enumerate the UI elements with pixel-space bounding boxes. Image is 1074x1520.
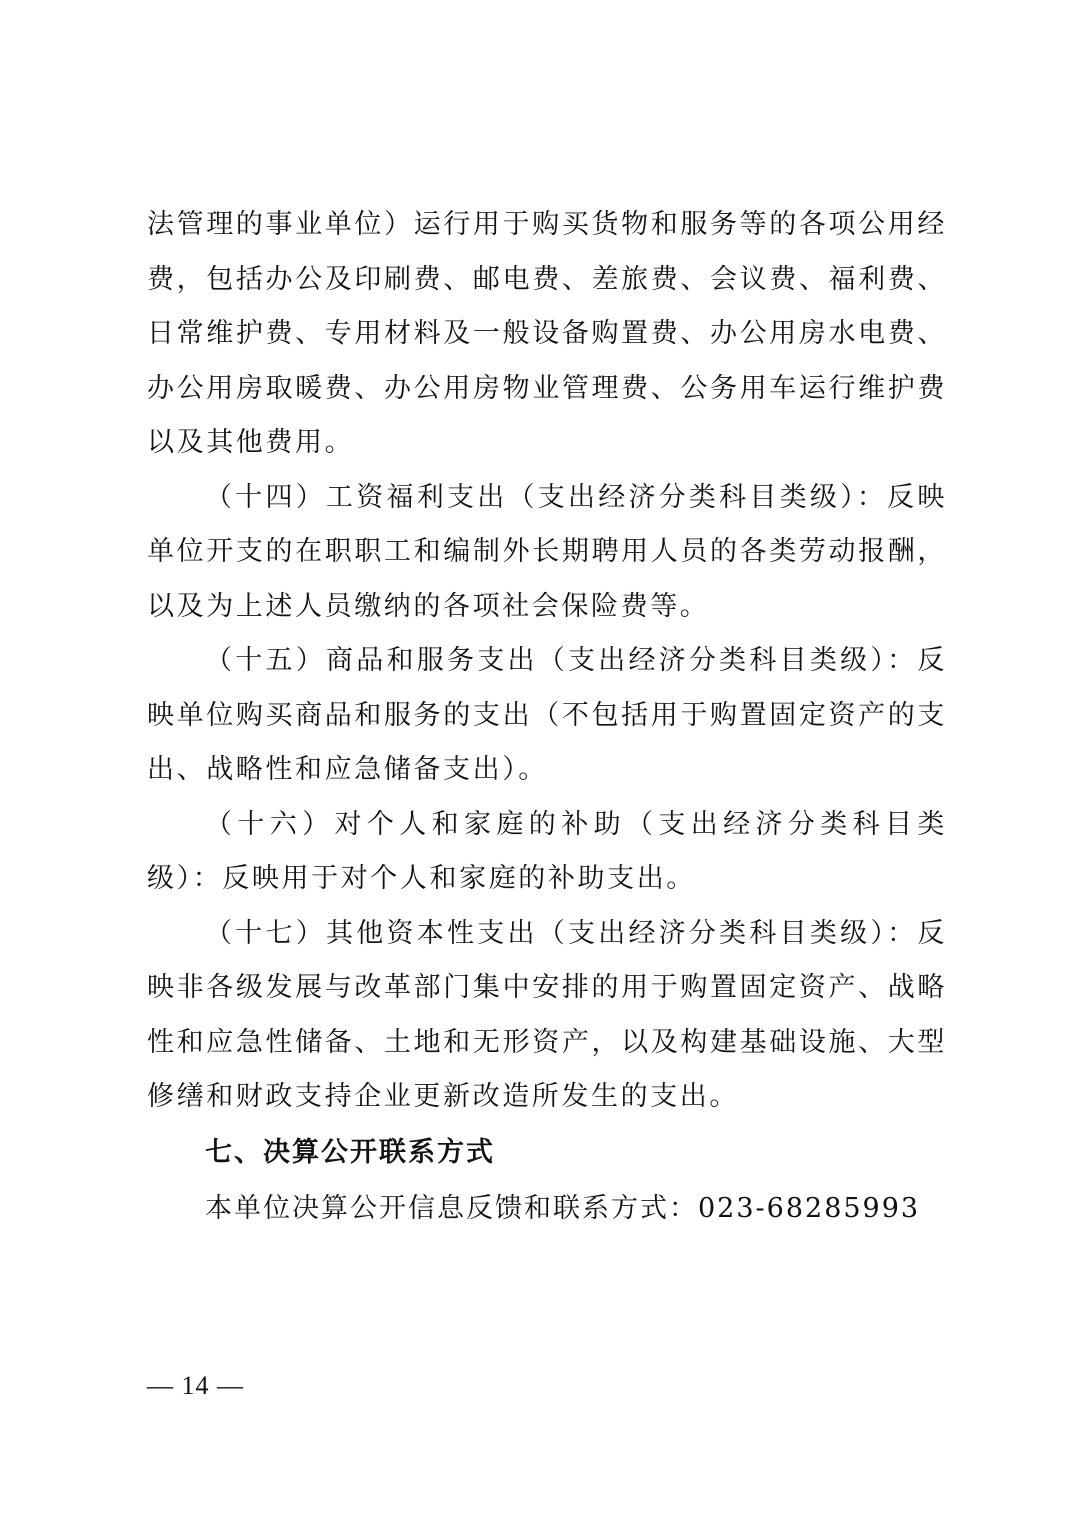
paragraph-wage-welfare-expense: （十四）工资福利支出（支出经济分类科目类级）：反映单位开支的在职职工和编制外长期聘用人员的各类劳动报酬，以及为上述人员缴纳的各项社会保险费等。 bbox=[147, 481, 947, 622]
contact-info: 本单位决算公开信息反馈和联系方式：023-68285993 bbox=[205, 1192, 921, 1224]
paragraph-individual-family-subsidy: （十六）对个人和家庭的补助（支出经济分类科目类级）：反映用于对个人和家庭的补助支出。 bbox=[147, 808, 947, 894]
page-number: — 14 — bbox=[147, 1371, 244, 1400]
paragraph-other-capital-expense: （十七）其他资本性支出（支出经济分类科目类级）：反映非各级发展与改革部门集中安排的用于购置固定资产、战略性和应急性储备、土地和无形资产，以及构建基础设施、大型修缮和财政支持企业更新改造所发生的支出。 bbox=[147, 917, 947, 1112]
document-body bbox=[147, 198, 947, 1237]
section-heading-contact: 七、决算公开联系方式 bbox=[205, 1136, 495, 1168]
paragraph-public-expense-continued: 法管理的事业单位）运行用于购买货物和服务等的各项公用经费，包括办公及印刷费、邮电费、差旅费、会议费、福利费、日常维护费、专用材料及一般设备购置费、办公用房水电费、办公用房取暖费、办公用房物业管理费、公务用车运行维护费以及其他费用。 bbox=[147, 209, 947, 458]
paragraph-goods-services-expense: （十五）商品和服务支出（支出经济分类科目类级）：反映单位购买商品和服务的支出（不包括用于购置固定资产的支出、战略性和应急储备支出）。 bbox=[147, 645, 947, 785]
